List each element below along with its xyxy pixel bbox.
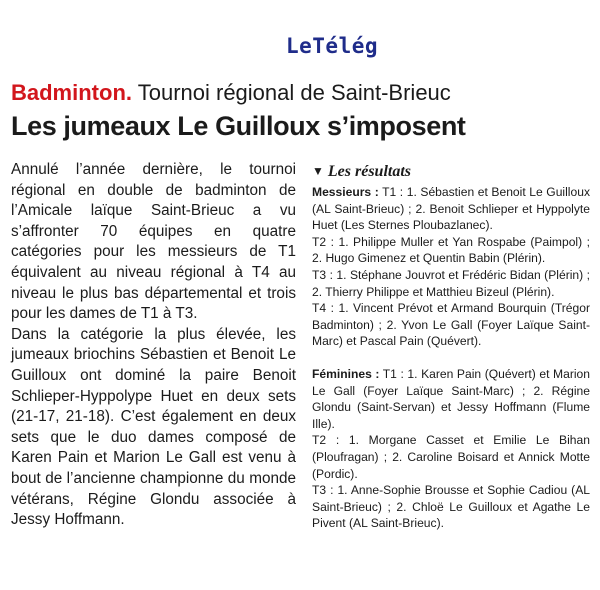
article-subtitle: Tournoi régional de Saint-Brieuc (137, 80, 451, 105)
result-line: T2 : 1. Morgane Casset et Emilie Le Bihan (Ploufragan) ; 2. Caroline Boisard et Annick Motte (Pordic). (312, 433, 590, 481)
body-paragraph: Dans la catégorie la plus élevée, les jumeaux briochins Sébastien et Benoit Le Guilloux ont dominé la paire Benoit Schlieper-Hyppolype Huet en deux sets (21-17, 21-18). C’est également en deux sets que le duo dames composé de Karen Pain et Marion Le Gall est venu à bout de l’ancienne championne du monde vétérans, Régine Glondu associée à Jessy Hoffmann. (11, 325, 296, 529)
results-heading (312, 162, 590, 181)
body-paragraph: Annulé l’année dernière, le tournoi régional en double de badminton de l’Amicale laïque Saint-Brieuc a vu s’affronter 70 équipes en quatre catégories pour les messieurs de T1 équivalent au niveau régional à T4 au niveau le plus bas départemental et trois pour les dames de T1 à T3. (11, 161, 296, 323)
result-line: T4 : 1. Vincent Prévot et Armand Bourquin (Trégor Badminton) ; 2. Yvon Le Gall (Foyer Laïque Saint-Marc) et Pascal Pain (Quévert). (312, 301, 590, 349)
triangle-down-icon: ▼ (312, 164, 324, 178)
result-line: T3 : 1. Stéphane Jouvrot et Frédéric Bidan (Plérin) ; 2. Thierry Philippe et Matthieu Bizeul (Plérin). (312, 267, 590, 299)
newspaper-source-label: LeTélég (286, 34, 379, 58)
result-line: T3 : 1. Anne-Sophie Brousse et Sophie Cadiou (AL Saint-Brieuc) ; 2. Chloë Le Guilloux et Agathe Le Pivent (AL Saint-Brieuc). (312, 483, 590, 531)
article-kicker (11, 80, 451, 106)
results-box (312, 162, 590, 532)
section-label: Badminton. (11, 80, 132, 105)
result-line (312, 366, 590, 432)
result-line (312, 184, 590, 234)
article-body (11, 160, 296, 531)
result-line: T2 : 1. Philippe Muller et Yan Rospabe (Paimpol) ; 2. Hugo Gimenez et Quentin Babin (Plérin). (312, 234, 590, 266)
article-headline: Les jumeaux Le Guilloux s’imposent (11, 111, 466, 141)
result-text: T1 : 1. Sébastien et Benoit Le Guilloux (AL Saint-Brieuc) ; 2. Benoit Schlieper et Hyppolyte Huet (Les Sternes Ploubazlanec). (312, 185, 590, 233)
section-spacer (312, 350, 590, 366)
category-messieurs-label: Messieurs : (312, 185, 379, 199)
category-feminines-label: Féminines : (312, 366, 380, 381)
results-heading-label: Les résultats (327, 163, 412, 180)
result-text: T1 : 1. Karen Pain (Quévert) et Marion Le Gall (Foyer Laïque Saint-Marc) ; 2. Régine Glondu (Saint-Servan) et Jessy Hoffmann (Flume Ille). (312, 366, 590, 431)
